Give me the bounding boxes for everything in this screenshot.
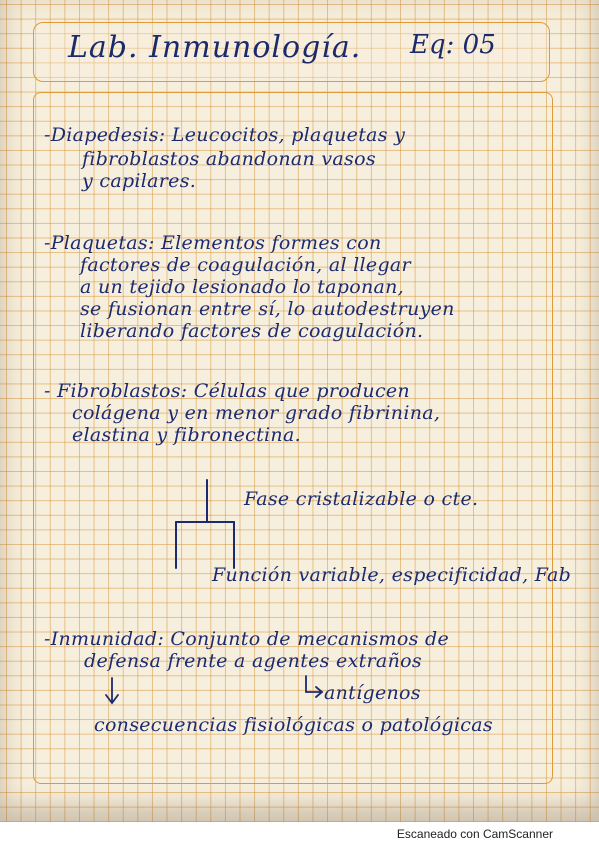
note-line: a un tejido lesionado lo taponan, [80, 276, 405, 298]
note-line: defensa frente a agentes extraños [84, 650, 422, 672]
note-line: - Fibroblastos: Células que producen [44, 380, 410, 402]
note-line: fibroblastos abandonan vasos [82, 148, 376, 170]
diagram-label-bottom: Función variable, especificidad, Fab [212, 564, 572, 586]
team-label: Eq: 05 [410, 30, 496, 60]
note-line: se fusionan entre sí, lo autodestruyen [80, 298, 455, 320]
diagram-label-top: Fase cristalizable o cte. [244, 488, 479, 510]
note-line: liberando factores de coagulación. [80, 320, 424, 342]
page-title: Lab. Inmunología. [68, 30, 362, 65]
note-line: -Inmunidad: Conjunto de mecanismos de [44, 628, 450, 650]
scanner-watermark: Escaneado con CamScanner [396, 827, 553, 841]
scan-footer [0, 822, 599, 848]
note-line: -Plaquetas: Elementos formes con [44, 232, 382, 254]
note-line: elastina y fibronectina. [72, 424, 301, 446]
note-line: factores de coagulación, al llegar [80, 254, 411, 276]
antigenos-label: antígenos [324, 682, 421, 704]
note-line: -Diapedesis: Leucocitos, plaquetas y [44, 124, 406, 146]
note-line: colágena y en menor grado fibrinina, [72, 402, 441, 424]
note-line: y capilares. [82, 170, 197, 192]
note-line: consecuencias fisiológicas o patológicas [94, 714, 493, 736]
